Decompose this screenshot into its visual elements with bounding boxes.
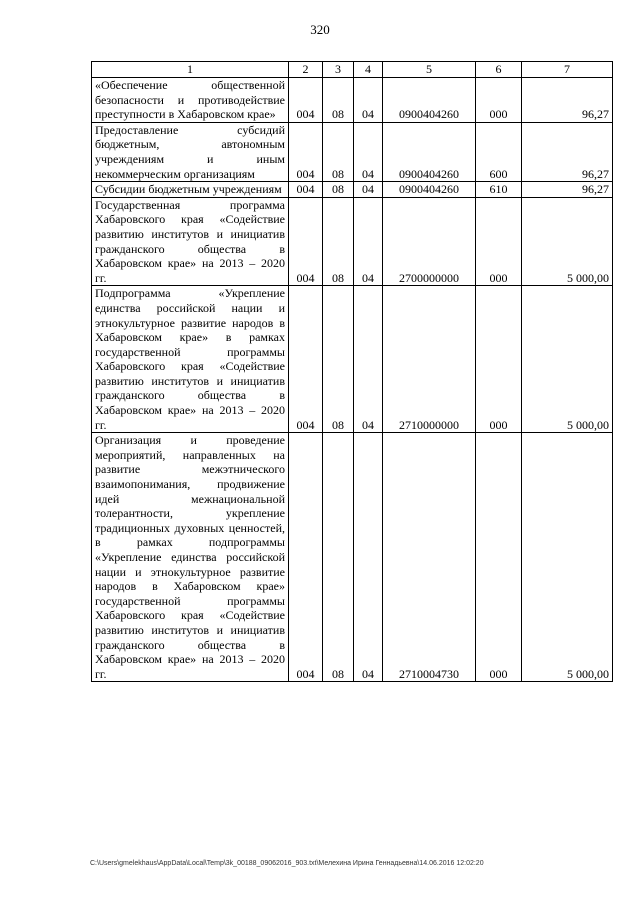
expense-type-code: 000 — [476, 433, 522, 682]
target-article-code: 2710004730 — [383, 433, 476, 682]
row-name: «Обеспечение общественной безопасности и противодействие преступности в Хабаровском крае» — [92, 78, 289, 123]
section-code: 08 — [323, 433, 354, 682]
subsection-code: 04 — [354, 197, 383, 286]
subsection-code: 04 — [354, 182, 383, 198]
ministry-code: 004 — [289, 78, 323, 123]
column-header-7: 7 — [522, 62, 613, 78]
expense-type-code: 000 — [476, 286, 522, 433]
row-name: Государственная программа Хабаровского края «Содействие развитию институтов и инициатив гражданского общества в Хабаровском крае» на 2013 – 2020 гг. — [92, 197, 289, 286]
target-article-code: 0900404260 — [383, 182, 476, 198]
amount: 96,27 — [522, 122, 613, 181]
expense-type-code: 610 — [476, 182, 522, 198]
ministry-code: 004 — [289, 182, 323, 198]
row-name: Организация и проведение мероприятий, направленных на развитие межэтнического взаимопонимания, продвижение идей межнациональной толерантности, укрепление традиционных духовных ценностей, в рамках подпрограммы «Укрепление единства российской нации и этнокультурное развитие народов в Хабаровском крае» государственной программы Хабаровского края «Содействие развитию институтов и инициатив гражданского общества в Хабаровском крае» на 2013 – 2020 гг. — [92, 433, 289, 682]
row-name: Подпрограмма «Укрепление единства российской нации и этнокультурное развитие народов в Хабаровском крае» в рамках государственной программы Хабаровского края «Содействие развитию институтов и инициатив гражданского общества в Хабаровском крае» на 2013 – 2020 гг. — [92, 286, 289, 433]
expense-type-code: 000 — [476, 78, 522, 123]
section-code: 08 — [323, 286, 354, 433]
table-row — [92, 182, 613, 198]
amount: 5 000,00 — [522, 433, 613, 682]
table-row — [92, 433, 613, 682]
amount: 5 000,00 — [522, 197, 613, 286]
table-row — [92, 78, 613, 123]
ministry-code: 004 — [289, 197, 323, 286]
document-path-footer: C:\Users\gmelekhaus\AppData\Local\Temp\3k_00188_09062016_903.txt\Мелехина Ирина Геннадьевна\14.06.2016 12:02:20 — [90, 860, 484, 867]
amount: 96,27 — [522, 78, 613, 123]
column-header-4: 4 — [354, 62, 383, 78]
amount: 96,27 — [522, 182, 613, 198]
column-header-2: 2 — [289, 62, 323, 78]
subsection-code: 04 — [354, 286, 383, 433]
page-number: 320 — [310, 22, 330, 37]
budget-table — [91, 61, 613, 682]
section-code: 08 — [323, 197, 354, 286]
expense-type-code: 600 — [476, 122, 522, 181]
section-code: 08 — [323, 78, 354, 123]
table-row — [92, 122, 613, 181]
header-row — [92, 62, 613, 78]
column-header-6: 6 — [476, 62, 522, 78]
column-header-3: 3 — [323, 62, 354, 78]
target-article-code: 2710000000 — [383, 286, 476, 433]
subsection-code: 04 — [354, 433, 383, 682]
target-article-code: 0900404260 — [383, 122, 476, 181]
row-name: Субсидии бюджетным учреждениям — [92, 182, 289, 198]
section-code: 08 — [323, 122, 354, 181]
column-header-5: 5 — [383, 62, 476, 78]
amount: 5 000,00 — [522, 286, 613, 433]
expense-type-code: 000 — [476, 197, 522, 286]
subsection-code: 04 — [354, 78, 383, 123]
table-row — [92, 197, 613, 286]
ministry-code: 004 — [289, 433, 323, 682]
column-header-1: 1 — [92, 62, 289, 78]
row-name: Предоставление субсидий бюджетным, автономным учреждениям и иным некоммерческим организациям — [92, 122, 289, 181]
ministry-code: 004 — [289, 122, 323, 181]
table-row — [92, 286, 613, 433]
ministry-code: 004 — [289, 286, 323, 433]
subsection-code: 04 — [354, 122, 383, 181]
target-article-code: 0900404260 — [383, 78, 476, 123]
target-article-code: 2700000000 — [383, 197, 476, 286]
section-code: 08 — [323, 182, 354, 198]
